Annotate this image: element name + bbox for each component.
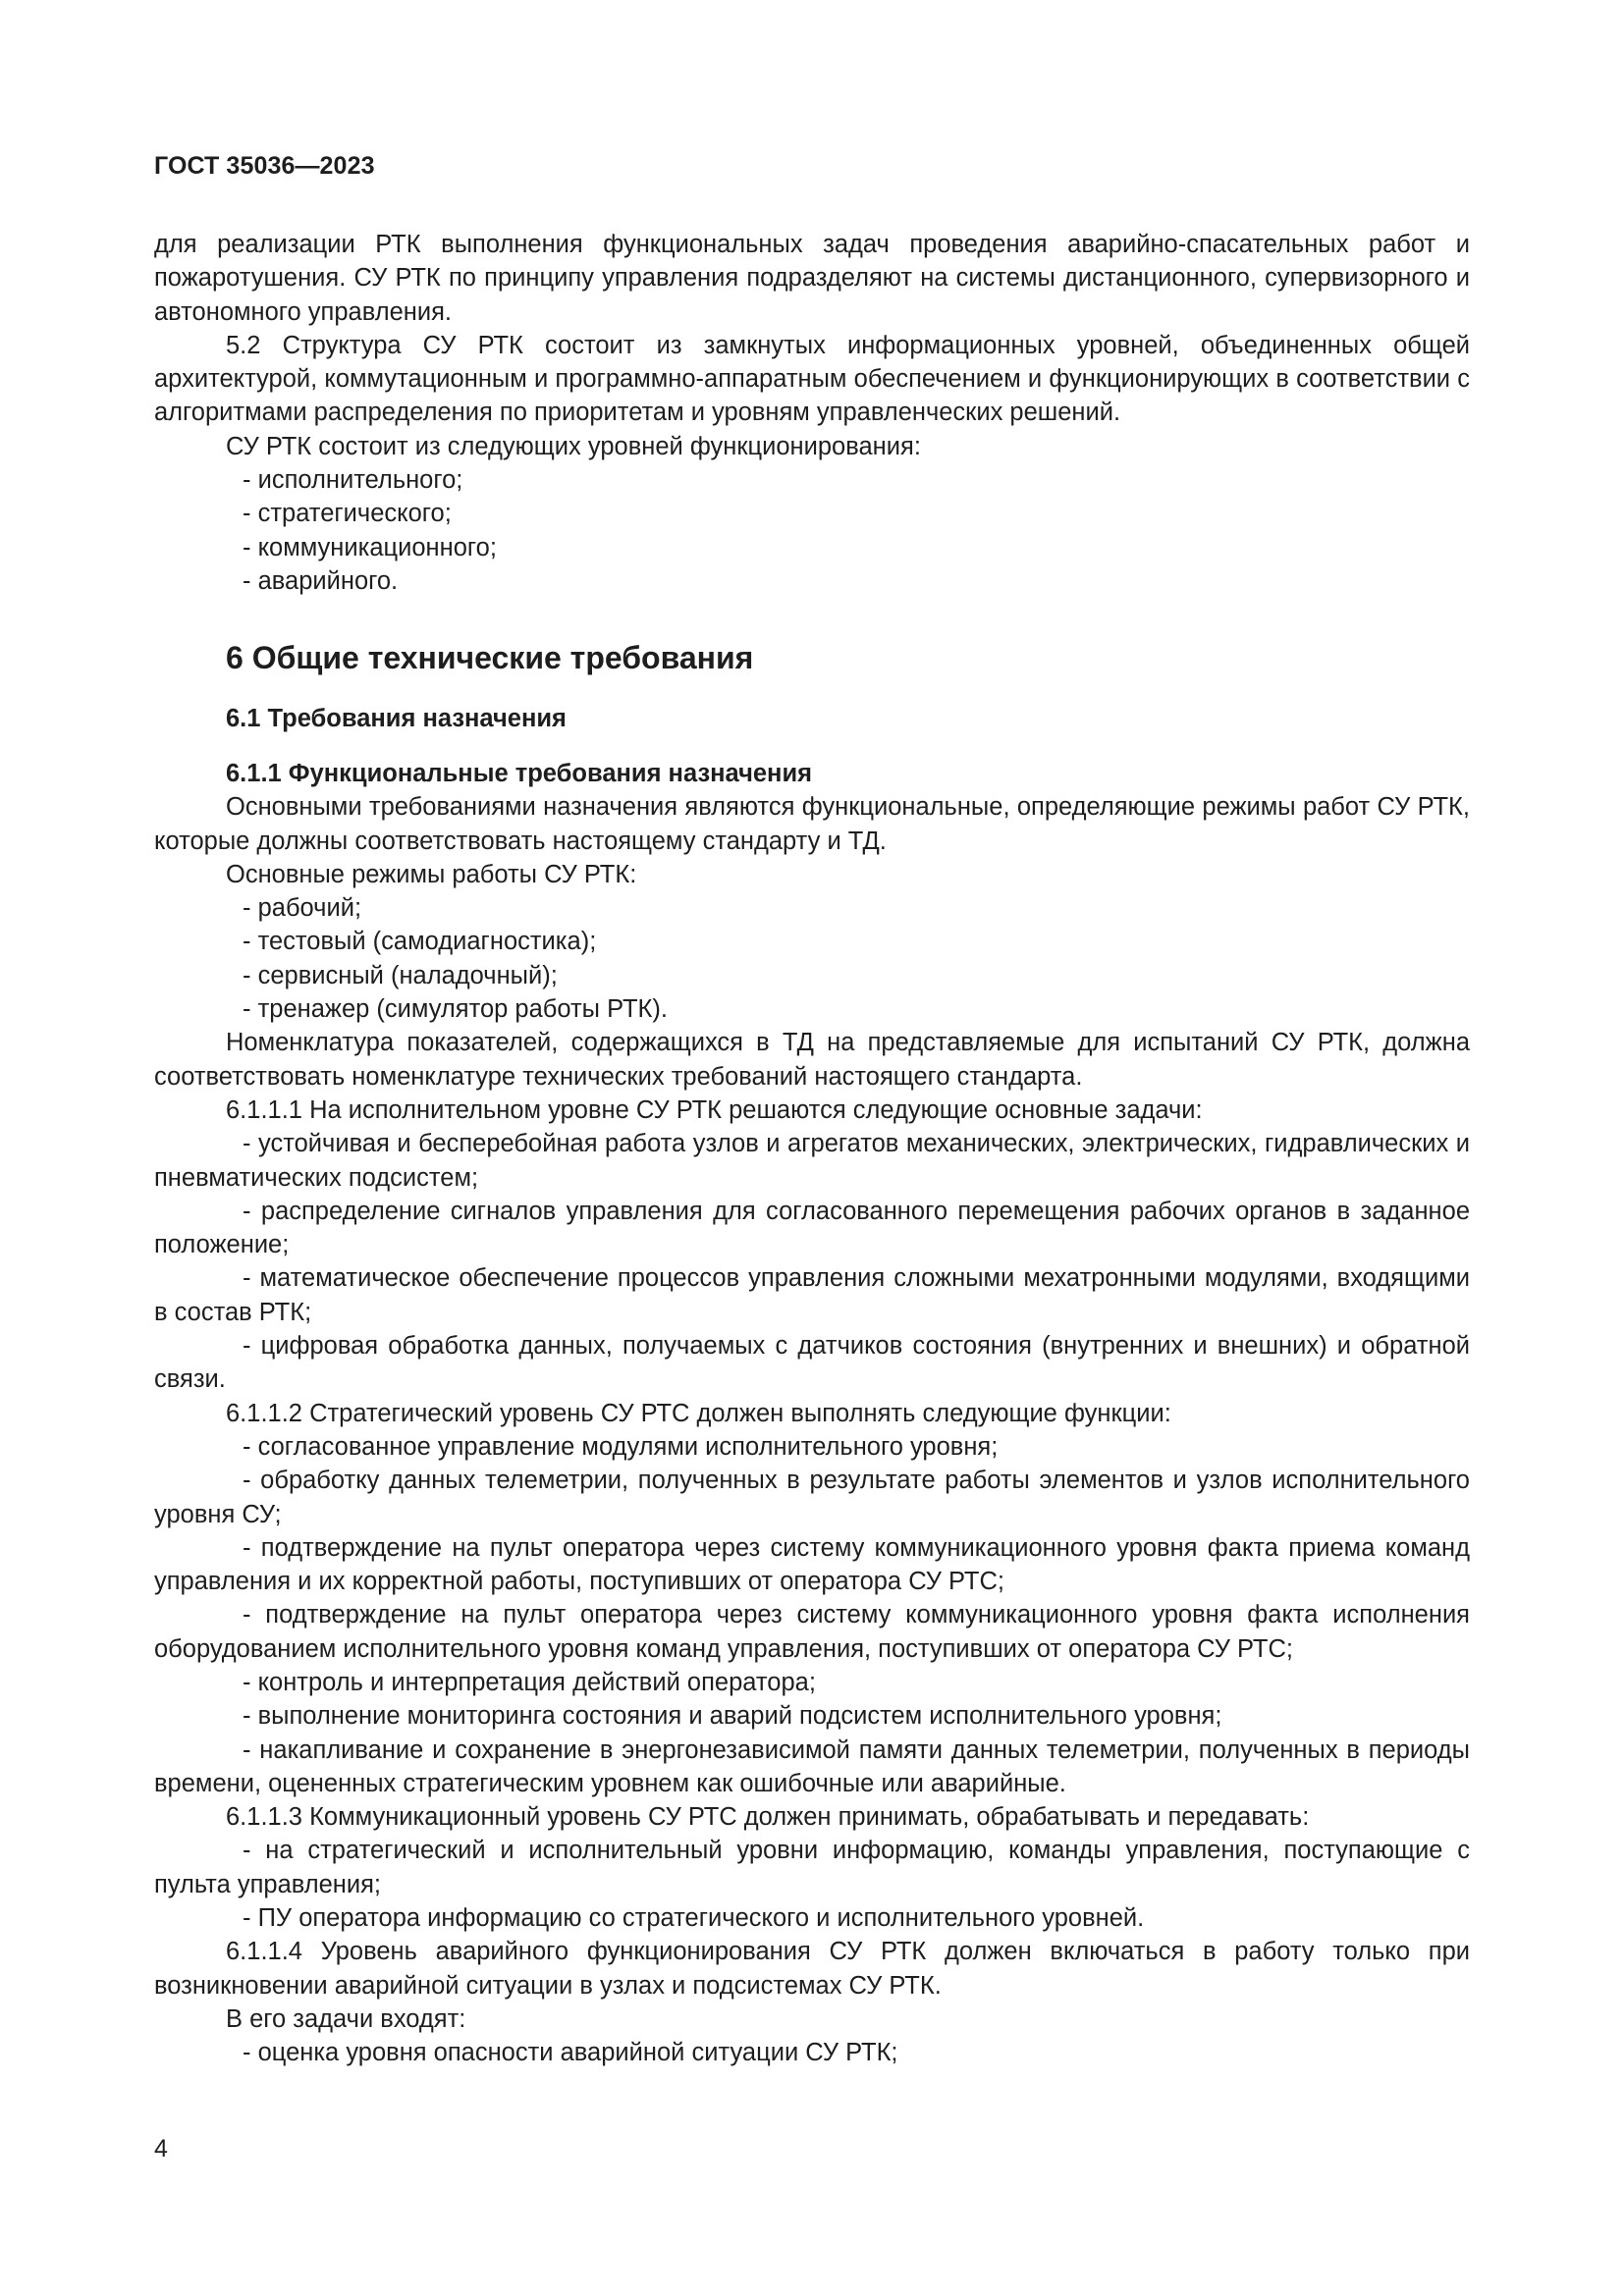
list-item-function: - выполнение мониторинга состояния и аварий подсистем исполнительного уровня; <box>243 1702 1222 1731</box>
section-6-title: 6 Общие технические требования <box>226 640 754 676</box>
list-item-level: - аварийного. <box>243 566 399 595</box>
paragraph-levels-intro: СУ РТК состоит из следующих уровней функционирования: <box>226 432 921 460</box>
list-item-mode: - тренажер (симулятор работы РТК). <box>243 995 668 1024</box>
list-item-task: - распределение сигналов управления для согласованного перемещения рабочих органов в заданное положение; <box>154 1197 1470 1259</box>
list-item-function: - обработку данных телеметрии, полученных в результате работы элементов и узлов исполнительного уровня СУ; <box>154 1467 1470 1528</box>
list-item-mode: - тестовый (самодиагностика); <box>243 928 597 956</box>
paragraph-6-1-1-3: 6.1.1.3 Коммуникационный уровень СУ РТС должен принимать, обрабатывать и передавать: <box>226 1803 1310 1832</box>
list-item-task: - устойчивая и бесперебойная работа узлов и агрегатов механических, электрических, гидравлических и пневматических подсистем; <box>154 1130 1470 1192</box>
list-item-level: - стратегического; <box>243 500 452 528</box>
list-item-emergency: - оценка уровня опасности аварийной ситуации СУ РТК; <box>243 2039 898 2067</box>
list-item-function: - подтверждение на пульт оператора через систему коммуникационного уровня факта исполнения оборудованием исполнительного уровня команд управления, поступивших от оператора СУ РТС; <box>154 1601 1470 1663</box>
list-item-task: - цифровая обработка данных, получаемых с датчиков состояния (внутренних и внешних) и обратной связи. <box>154 1332 1470 1394</box>
list-item-function: - подтверждение на пульт оператора через систему коммуникационного уровня факта приема команд управления и их корректной работы, поступивших от оператора СУ РТС; <box>154 1533 1470 1596</box>
subsection-6-1-1-title: 6.1.1 Функциональные требования назначения <box>226 760 813 788</box>
paragraph-5-2: 5.2 Структура СУ РТК состоит из замкнутых информационных уровней, объединенных общей архитектурой, коммутационным и программно-аппаратным обеспечением и функционирующих в соответствии с алгоритмами распределения по приоритетам и уровням управленческих решений. <box>154 331 1470 427</box>
subsection-6-1-title: 6.1 Требования назначения <box>226 705 567 733</box>
list-item-task: - математическое обеспечение процессов управления сложными мехатронными модулями, входящими в состав РТК; <box>154 1264 1470 1326</box>
list-item-mode: - рабочий; <box>243 894 362 923</box>
list-item-level: - коммуникационного; <box>243 533 497 561</box>
paragraph-6-1-1-4: 6.1.1.4 Уровень аварийного функционирования СУ РТК должен включаться в работу только при возникновении аварийной ситуации в узлах и подсистемах СУ РТК. <box>154 1938 1470 2000</box>
paragraph-emergency-intro: В его задачи входят: <box>226 2004 466 2033</box>
list-item-communication: - на стратегический и исполнительный уровни информацию, команды управления, поступающие с пульта управления; <box>154 1837 1470 1898</box>
list-item-function: - согласованное управление модулями исполнительного уровня; <box>243 1432 999 1461</box>
paragraph-6-1-1-1: 6.1.1.1 На исполнительном уровне СУ РТК решаются следующие основные задачи: <box>226 1095 1203 1124</box>
list-item-communication: - ПУ оператора информацию со стратегического и исполнительного уровней. <box>243 1904 1145 1933</box>
list-item-function: - накапливание и сохранение в энергонезависимой памяти данных телеметрии, полученных в периоды времени, оцененных стратегическим уровнем как ошибочные или аварийные. <box>154 1735 1470 1797</box>
paragraph-nomenclature: Номенклатура показателей, содержащихся в ТД на представляемые для испытаний СУ РТК, должна соответствовать номенклатуре технических требований настоящего стандарта. <box>154 1029 1470 1091</box>
paragraph-6-1-1-2: 6.1.1.2 Стратегический уровень СУ РТС должен выполнять следующие функции: <box>226 1399 1171 1427</box>
list-item-mode: - сервисный (наладочный); <box>243 961 558 989</box>
paragraph-modes-intro: Основные режимы работы СУ РТК: <box>226 860 637 888</box>
list-item-level: - исполнительного; <box>243 466 463 495</box>
list-item-function: - контроль и интерпретация действий оператора; <box>243 1668 816 1696</box>
paragraph-main-requirements: Основными требованиями назначения являются функциональные, определяющие режимы работ СУ РТК, которые должны соответствовать настоящему стандарту и ТД. <box>154 793 1470 855</box>
document-header: ГОСТ 35036—2023 <box>154 152 375 180</box>
paragraph-continuation: для реализации РТК выполнения функциональных задач проведения аварийно-спасательных работ и пожаротушения. СУ РТК по принципу управления подразделяют на системы дистанционного, супервизорного и автономного управления. <box>154 231 1470 326</box>
page-number: 4 <box>154 2135 168 2163</box>
